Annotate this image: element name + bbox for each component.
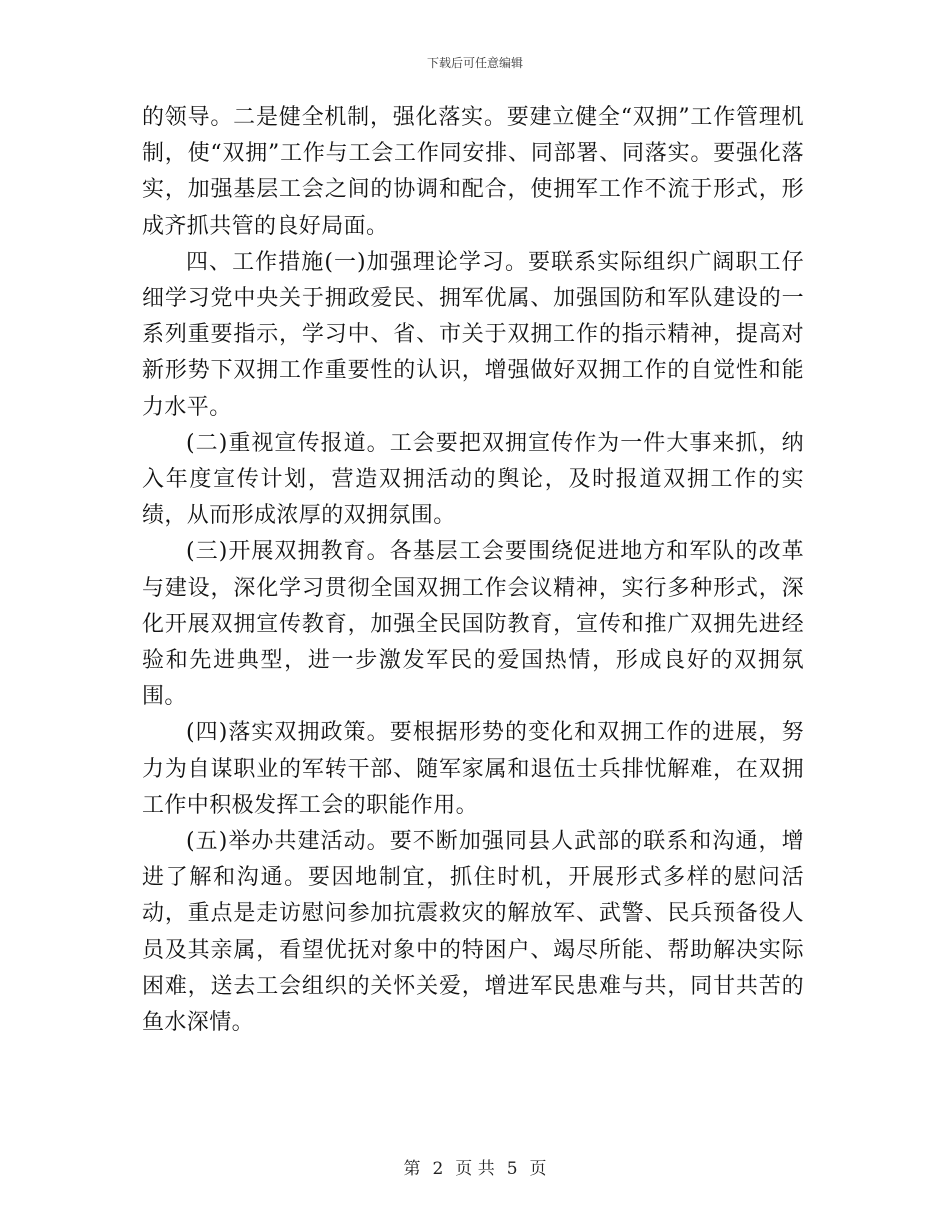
page-footer [0, 1154, 950, 1179]
paragraph-policy: (四)落实双拥政策。要根据形势的变化和双拥工作的进展，努力为自谋职业的军转干部、随军家属和退伍士兵排忧解难，在双拥工作中积极发挥工会的职能作用。 [142, 720, 804, 818]
paragraph-continuation: 的领导。二是健全机制，强化落实。要建立健全“双拥”工作管理机制，使“双拥”工作与工会工作同安排、同部署、同落实。要强化落实，加强基层工会之间的协调和配合，使拥军工作不流于形式，形成齐抓共管的良好局面。 [142, 105, 804, 239]
footer-page-number: 2 [432, 1159, 444, 1179]
document-body [142, 100, 804, 1041]
paragraph-joint-activities: (五)举办共建活动。要不断加强同县人武部的联系和沟通，增进了解和沟通。要因地制宜，抓住时机，开展形式多样的慰问活动，重点是走访慰问参加抗震救灾的解放军、武警、民兵预备役人员及其亲属，看望优抚对象中的特困户、竭尽所能、帮助解决实际困难，送去工会组织的关怀关爱，增进军民患难与共，同甘共苦的鱼水深情。 [142, 829, 804, 1036]
paragraph-publicity: (二)重视宣传报道。工会要把双拥宣传作为一件大事来抓，纳入年度宣传计划，营造双拥活动的舆论，及时报道双拥工作的实绩，从而形成浓厚的双拥氛围。 [142, 430, 804, 529]
footer-prefix: 第 [403, 1159, 421, 1179]
footer-suffix: 页 [529, 1159, 547, 1179]
footer-middle: 页 共 [455, 1159, 495, 1179]
page-header-note: 下载后可任意编辑 [426, 56, 523, 70]
paragraph-education: (三)开展双拥教育。各基层工会要围绕促进地方和军队的改革与建设，深化学习贯彻全国双拥工作会议精神，实行多种形式，深化开展双拥宣传教育，加强全民国防教育，宣传和推广双拥先进经验和先进典型，进一步激发军民的爱国热情，形成良好的双拥氛围。 [142, 539, 804, 710]
paragraph-work-measures: 四、工作措施(一)加强理论学习。要联系实际组织广阔职工仔细学习党中央关于拥政爱民、拥军优属、加强国防和军队建设的一系列重要指示，学习中、省、市关于双拥工作的指示精神，提高对新形势下双拥工作重要性的认识，增强做好双拥工作的自觉性和能力水平。 [142, 249, 804, 420]
footer-total-pages: 5 [506, 1159, 518, 1179]
